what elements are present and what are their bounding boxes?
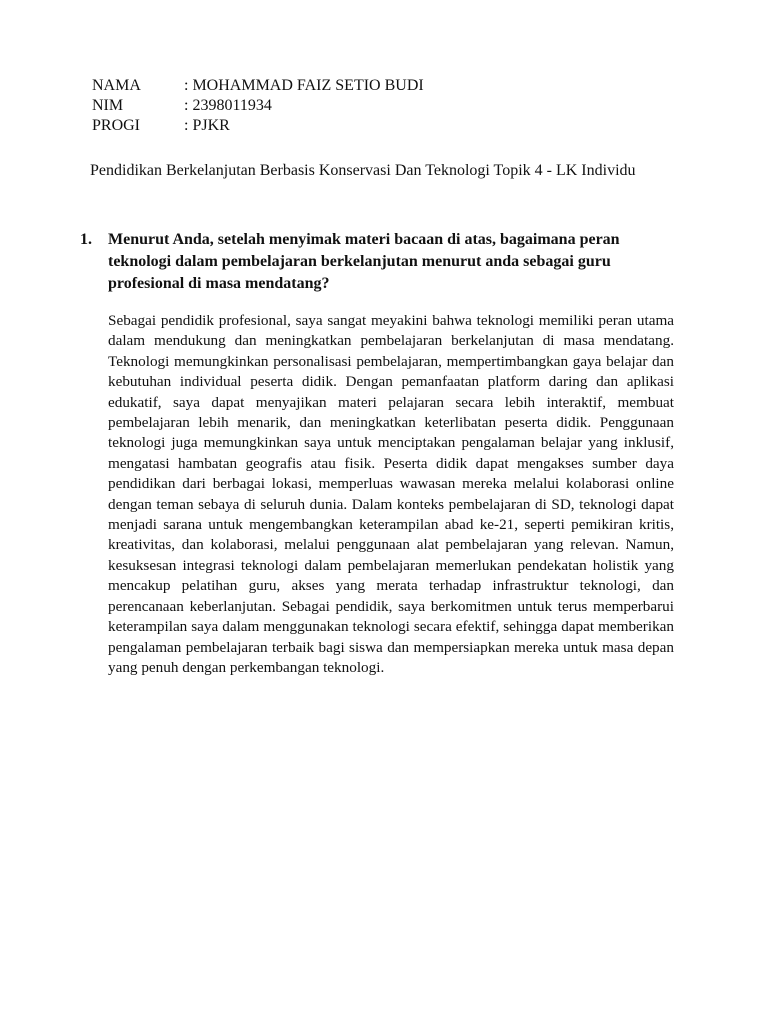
identity-value: : MOHAMMAD FAIZ SETIO BUDI [184, 77, 424, 94]
identity-value: : PJKR [184, 117, 230, 134]
question-item [80, 229, 682, 295]
question-text: Menurut Anda, setelah menyimak materi bacaan di atas, bagaimana peran teknologi dalam pembelajaran berkelanjutan menurut anda sebagai guru profesional di masa mendatang? [108, 231, 620, 292]
student-identity-block [92, 76, 424, 136]
identity-value: : 2398011934 [184, 97, 272, 114]
identity-label: NAMA [92, 77, 141, 94]
document-title: Pendidikan Berkelanjutan Berbasis Konservasi Dan Teknologi Topik 4 - LK Individu [90, 162, 636, 179]
identity-row-progi [92, 116, 424, 136]
identity-row-nama [92, 76, 424, 96]
identity-label: PROGI [92, 117, 141, 134]
question-number: 1. [80, 231, 92, 248]
answer-paragraph: Sebagai pendidik profesional, saya sangat meyakini bahwa teknologi memiliki peran utama dalam mendukung dan meningkatkan pembelajaran berkelanjutan di masa mendatang. Teknologi memungkinkan personalisasi pembelajaran, mempertimbangkan gaya belajar dan kebutuhan individual peserta didik. Dengan pemanfaatan platform daring dan aplikasi edukatif, saya dapat menyajikan materi pelajaran secara lebih interaktif, membuat pembelajaran lebih menarik, dan meningkatkan keterlibatan peserta didik. Penggunaan teknologi juga memungkinkan saya untuk menciptakan pengalaman belajar yang inklusif, mengatasi hambatan geografis atau fisik. Peserta didik dapat mengakses sumber daya pendidikan dari berbagai lokasi, memperluas wawasan mereka melalui kolaborasi online dengan teman sebaya di seluruh dunia. Dalam konteks pembelajaran di SD, teknologi dapat menjadi sarana untuk mengembangkan keterampilan abad ke-21, seperti pemikiran kritis, kreativitas, dan kolaborasi, melalui penggunaan alat pembelajaran yang relevan. Namun, kesuksesan integrasi teknologi dalam pembelajaran memerlukan pendekatan holistik yang mencakup pelatihan guru, akses yang merata terhadap infrastruktur teknologi, dan perencanaan keberlanjutan. Sebagai pendidik, saya berkomitmen untuk terus memperbarui keterampilan saya dalam menggunakan teknologi secara efektif, sehingga dapat memberikan pengalaman pembelajaran terbaik bagi siswa dan mempersiapkan mereka untuk masa depan yang penuh dengan perkembangan teknologi. [108, 312, 674, 676]
identity-label: NIM [92, 97, 124, 114]
identity-row-nim [92, 96, 424, 116]
